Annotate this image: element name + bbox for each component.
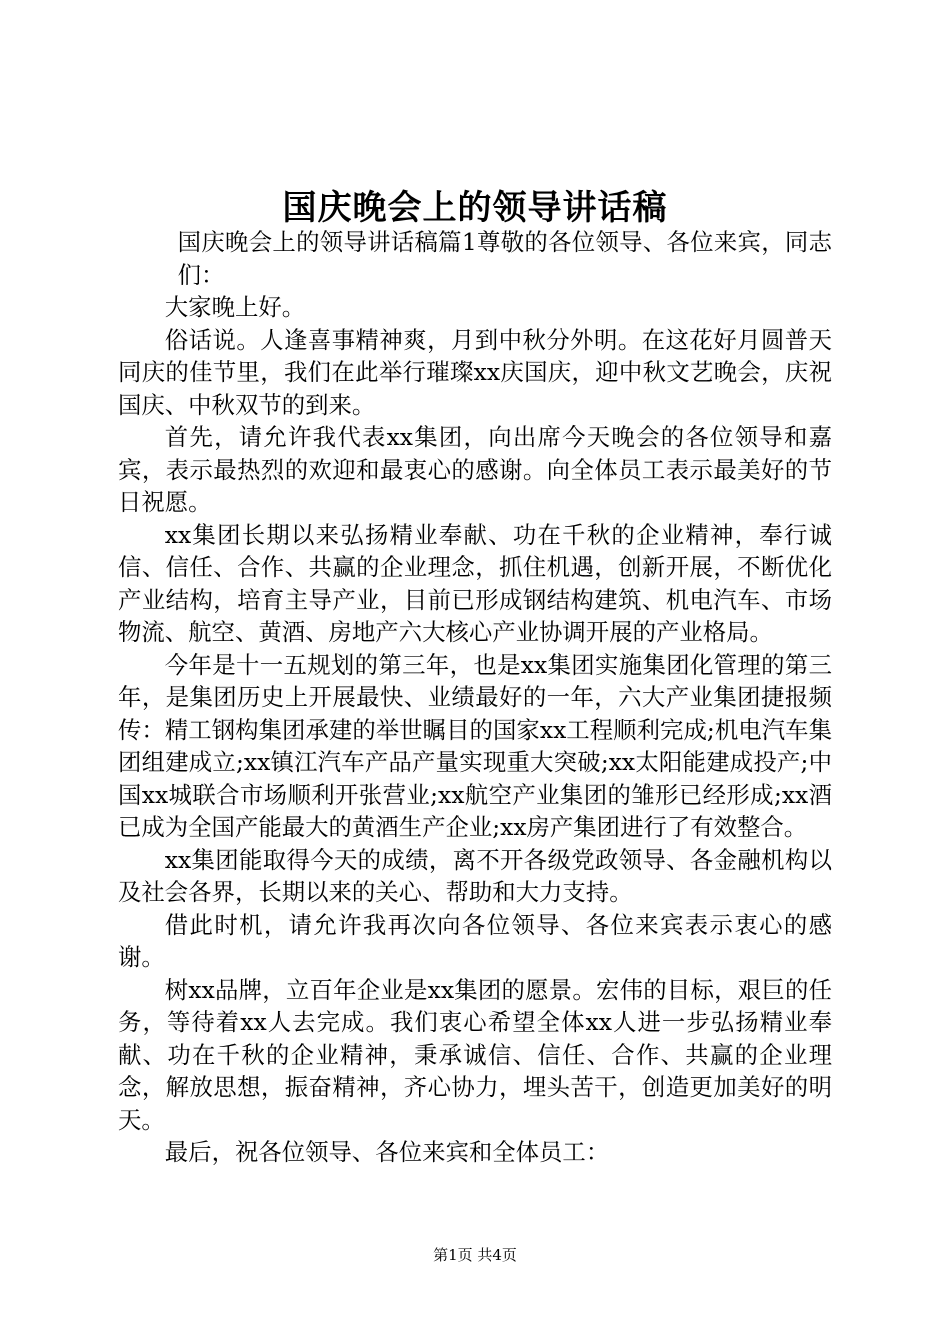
paragraph-5: xx集团长期以来弘扬精业奉献、功在千秋的企业精神，奉行诚信、信任、合作、共赢的企业理念，抓住机遇，创新开展，不断优化产业结构，培育主导产业，目前已形成钢结构建筑、机电汽车、市场物流、航空、黄酒、房地产六大核心产业协调开展的产业格局。 <box>118 520 832 646</box>
paragraph-8: 借此时机，请允许我再次向各位领导、各位来宾表示衷心的感谢。 <box>118 910 832 971</box>
paragraph-3: 俗话说。人逢喜事精神爽，月到中秋分外明。在这花好月圆普天同庆的佳节里，我们在此举行璀璨xx庆国庆，迎中秋文艺晚会，庆祝国庆、中秋双节的到来。 <box>118 325 832 419</box>
paragraph-4: 首先，请允许我代表xx集团，向出席今天晚会的各位领导和嘉宾，表示最热烈的欢迎和最衷心的感谢。向全体员工表示最美好的节日祝愿。 <box>118 423 832 516</box>
document-title: 国庆晚会上的领导讲话稿 <box>282 188 668 228</box>
paragraph-2: 大家晚上好。 <box>164 293 306 321</box>
paragraph-9: 树xx品牌，立百年企业是xx集团的愿景。宏伟的目标，艰巨的任务，等待着xx人去完成。我们衷心希望全体xx人进一步弘扬精业奉献、功在千秋的企业精神，秉承诚信、信任、合作、共赢的企业理念，解放思想，振奋精神，齐心协力，埋头苦干，创造更加美好的明天。 <box>118 975 832 1134</box>
paragraph-10: 最后，祝各位领导、各位来宾和全体员工： <box>164 1138 610 1166</box>
page-number-footer: 第1页 共4页 <box>433 1246 517 1264</box>
paragraph-6: 今年是十一五规划的第三年，也是xx集团实施集团化管理的第三年，是集团历史上开展最快、业绩最好的一年，六大产业集团捷报频传：精工钢构集团承建的举世瞩目的国家xx工程顺利完成;机电汽车集团组建成立;xx镇江汽车产品产量实现重大突破;xx太阳能建成投产;中国xx城联合市场顺利开张营业;xx航空产业集团的雏形已经形成;xx酒已成为全国产能最大的黄酒生产企业;xx房产集团进行了有效整合。 <box>118 650 832 841</box>
paragraph-1: 国庆晚会上的领导讲话稿篇1尊敬的各位领导、各位来宾，同志们： <box>177 228 832 289</box>
paragraph-7: xx集团能取得今天的成绩，离不开各级党政领导、各金融机构以及社会各界，长期以来的关心、帮助和大力支持。 <box>118 845 832 906</box>
document-body <box>118 226 832 1169</box>
